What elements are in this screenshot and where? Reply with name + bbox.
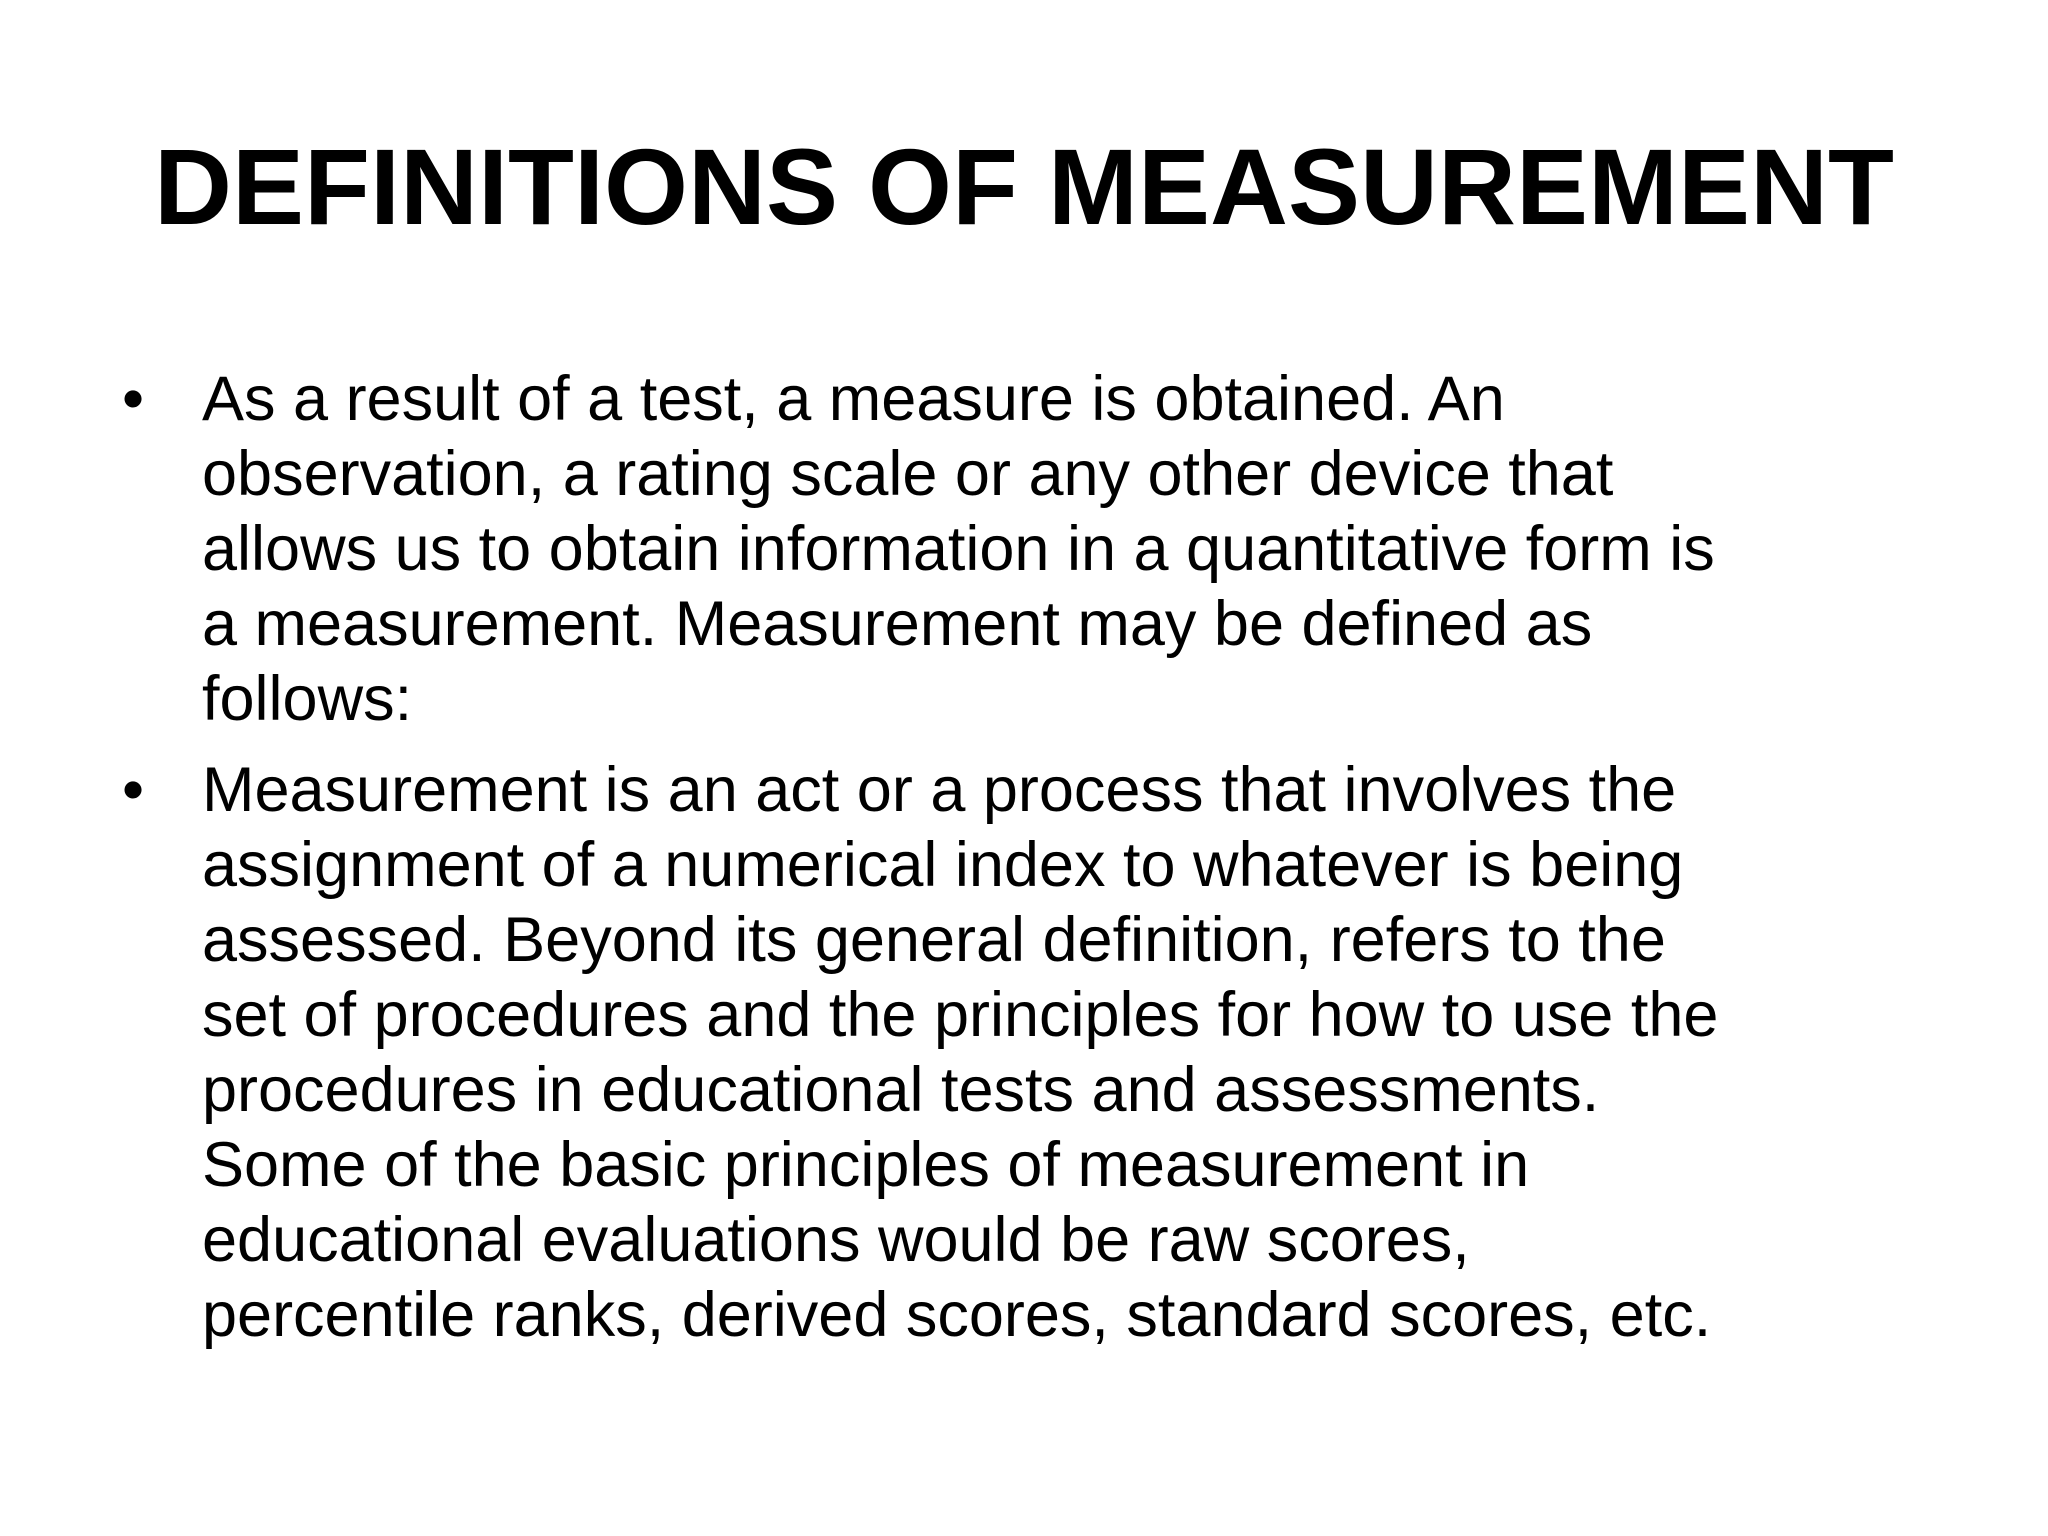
bullet-1-line-2: observation, a rating scale or any other device that [202,439,1614,509]
bullet-2-line-2: assignment of a numerical index to whatever is being [202,830,1684,900]
bullet-2-line-6: Some of the basic principles of measurement in [202,1130,1530,1200]
bullet-icon: • [122,364,145,434]
bullet-list [118,362,1998,1353]
bullet-item-1 [118,362,1998,737]
slide-title: DEFINITIONS OF MEASUREMENT [153,126,1895,247]
bullet-1-line-1: As a result of a test, a measure is obtained. An [202,364,1505,434]
bullet-2-line-1: Measurement is an act or a process that involves the [202,755,1677,825]
bullet-1-line-5: follows: [202,664,413,734]
bullet-2-line-4: set of procedures and the principles for how to use the [202,980,1719,1050]
bullet-1-line-4: a measurement. Measurement may be defined as [202,589,1593,659]
bullet-icon: • [122,755,145,825]
bullet-2-line-3: assessed. Beyond its general definition, refers to the [202,905,1666,975]
bullet-item-2 [118,753,1998,1353]
bullet-2-line-8: percentile ranks, derived scores, standard scores, etc. [202,1280,1712,1350]
bullet-2-line-5: procedures in educational tests and assessments. [202,1055,1600,1125]
bullet-2-line-7: educational evaluations would be raw scores, [202,1205,1470,1275]
bullet-1-line-3: allows us to obtain information in a quantitative form is [202,514,1715,584]
